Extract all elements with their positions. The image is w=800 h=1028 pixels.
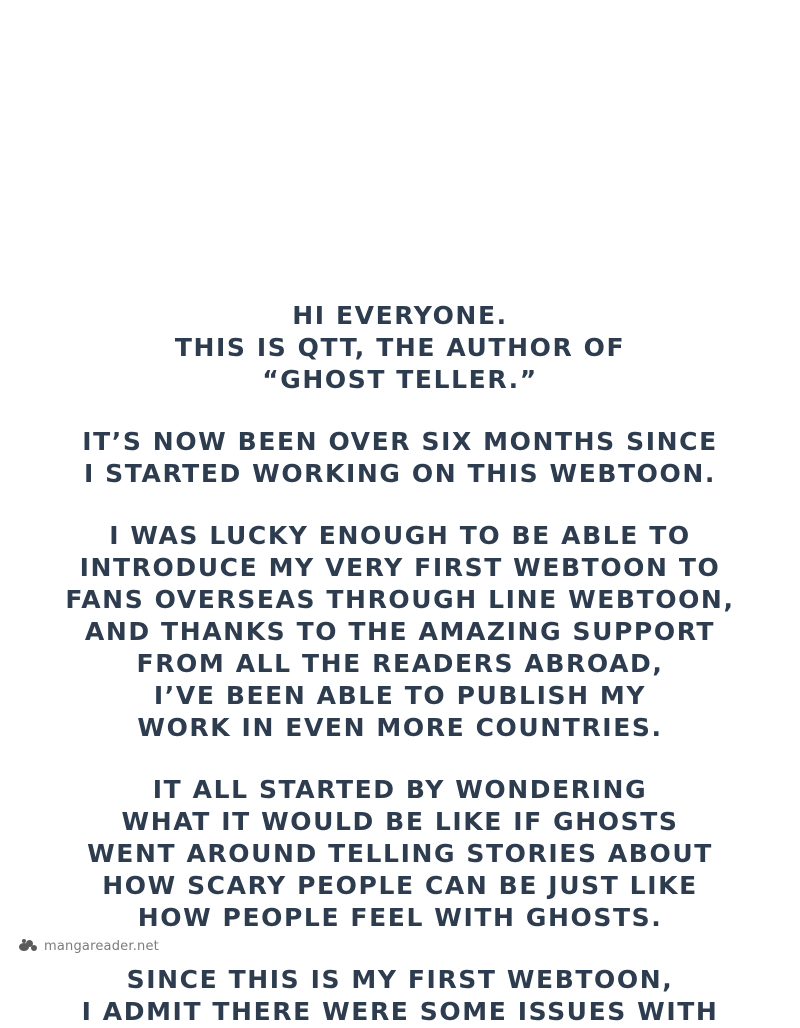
text-line: FANS OVERSEAS THROUGH LINE WEBTOON, xyxy=(65,585,735,614)
text-line: I ADMIT THERE WERE SOME ISSUES WITH xyxy=(81,997,719,1026)
text-line: I STARTED WORKING ON THIS WEBTOON. xyxy=(83,459,717,488)
text-line: HOW SCARY PEOPLE CAN BE JUST LIKE xyxy=(102,871,698,900)
text-line: HOW PEOPLE FEEL WITH GHOSTS. xyxy=(137,903,663,932)
text-line: SINCE THIS IS MY FIRST WEBTOON, xyxy=(126,965,674,994)
paragraph-5 xyxy=(0,964,800,1028)
text-line: INTRODUCE MY VERY FIRST WEBTOON TO xyxy=(79,553,721,582)
text-line: WENT AROUND TELLING STORIES ABOUT xyxy=(87,839,713,868)
text-line: WORK IN EVEN MORE COUNTRIES. xyxy=(137,713,663,742)
text-line: WHAT IT WOULD BE LIKE IF GHOSTS xyxy=(121,807,679,836)
watermark-label: mangareader.net xyxy=(44,938,159,954)
text-line: HI EVERYONE. xyxy=(292,301,508,330)
author-note-text xyxy=(0,300,800,1028)
paragraph-3 xyxy=(0,520,800,744)
watermark xyxy=(18,938,159,954)
text-line: FROM ALL THE READERS ABROAD, xyxy=(136,649,664,678)
splat-icon xyxy=(18,938,40,954)
paragraph-4 xyxy=(0,774,800,934)
paragraph-2 xyxy=(0,426,800,490)
text-line: IT’S NOW BEEN OVER SIX MONTHS SINCE xyxy=(82,427,718,456)
text-line: I WAS LUCKY ENOUGH TO BE ABLE TO xyxy=(109,521,691,550)
text-line: AND THANKS TO THE AMAZING SUPPORT xyxy=(84,617,716,646)
text-line: “GHOST TELLER.” xyxy=(262,365,538,394)
text-line: THIS IS QTT, THE AUTHOR OF xyxy=(174,333,626,362)
text-line: IT ALL STARTED BY WONDERING xyxy=(152,775,648,804)
text-line: I’VE BEEN ABLE TO PUBLISH MY xyxy=(153,681,647,710)
paragraph-1 xyxy=(0,300,800,396)
